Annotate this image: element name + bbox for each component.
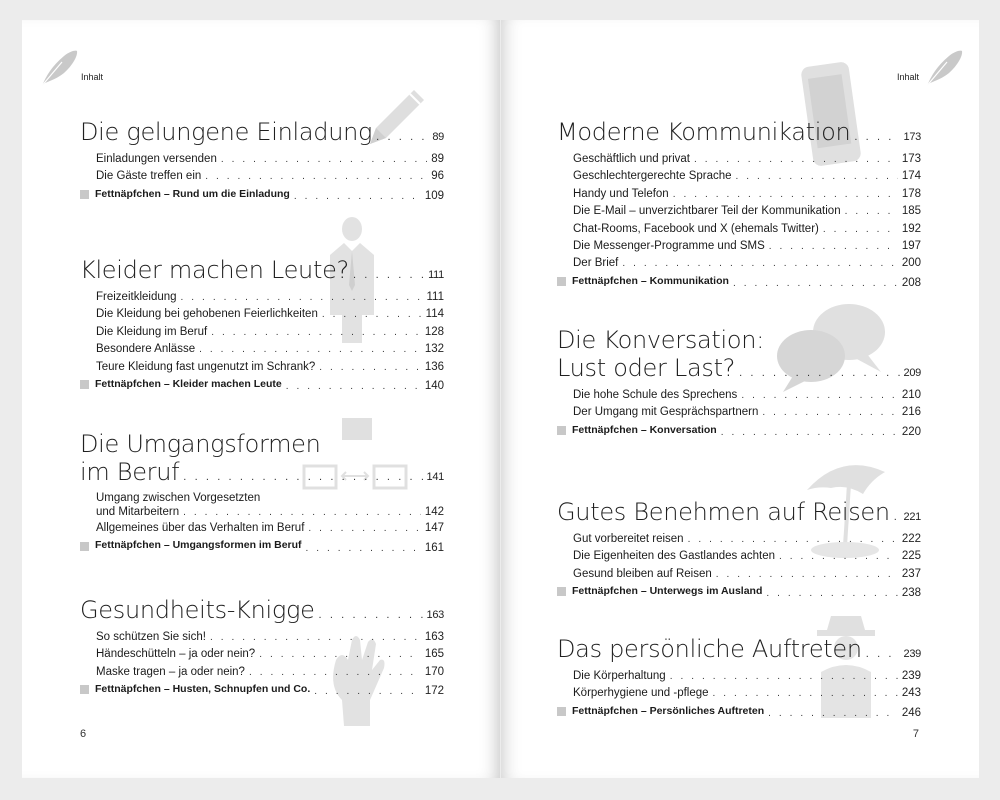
toc-section [80,256,444,396]
chapter-title[interactable] [80,430,444,491]
chapter-title-row [557,354,921,387]
right-page [501,20,979,778]
toc-entry[interactable] [96,359,444,376]
toc-entry[interactable] [96,151,444,168]
toc-entry[interactable] [96,629,444,646]
fettnaepfchen-entry[interactable] [96,681,444,701]
dot-leader [306,540,421,557]
dot-leader [845,203,898,220]
chapter-page-number: 221 [903,511,921,523]
toc-entries [557,668,921,722]
dot-leader [259,646,421,663]
chapter-title-row [80,596,444,629]
toc-entry-text: Die Gäste treffen ein [96,170,202,183]
toc-entry-page: 222 [901,533,921,545]
toc-entry-page: 197 [901,240,921,253]
toc-entry-page: 111 [426,291,444,303]
dot-leader [181,289,423,306]
toc-entry-row [96,505,444,520]
dot-leader [308,520,420,537]
fettnaepfchen-text: Fettnäpfchen – Konversation [572,423,717,436]
chapter-page-number: 173 [903,131,921,143]
fettnaepfchen-label [573,583,762,600]
toc-entry-text: Gesund bleiben auf Reisen [573,567,712,580]
dot-leader [319,359,421,376]
toc-entry-text: Einladungen versenden [96,153,217,165]
dot-leader [694,151,898,168]
toc-entry[interactable] [573,221,921,238]
toc-entry-page: 114 [425,308,444,321]
square-marker-icon [80,542,89,551]
dot-leader [319,601,423,629]
toc-entry[interactable] [573,531,921,548]
dot-leader [739,359,899,387]
dot-leader [353,261,424,289]
toc-entry-page: 185 [901,205,921,218]
dot-leader [768,705,898,722]
chapter-title[interactable] [557,326,921,387]
toc-section [557,326,921,441]
toc-entry[interactable] [573,404,921,421]
toc-entry[interactable] [573,168,921,185]
chapter-title[interactable] [80,118,444,151]
dot-leader [670,668,898,685]
chapter-page-number: 89 [432,131,444,143]
dot-leader [736,168,898,185]
toc-entry-page: 170 [424,665,444,678]
chapter-page-number: 141 [426,471,444,483]
toc-entry-text: Geschlechtergerechte Sprache [573,170,732,183]
toc-section [557,498,921,603]
toc-entry-text: Die Kleidung bei gehobenen Feierlichkeiten [96,308,318,321]
toc-entry[interactable] [96,168,444,185]
dot-leader [183,463,422,491]
chapter-page-number: 239 [903,648,921,660]
toc-section [80,430,444,557]
fettnaepfchen-label [573,422,717,439]
fettnaepfchen-text: Fettnäpfchen – Persönliches Auftreten [572,704,765,717]
chapter-title-row [80,118,444,151]
toc-section [557,118,921,292]
toc-entry[interactable] [573,668,921,685]
toc-entry-text: Chat-Rooms, Facebook und X (ehemals Twitter) [573,222,819,235]
dot-leader [769,238,898,255]
toc-section [80,596,444,701]
chapter-title-row [80,458,444,491]
toc-entry-page: 237 [901,567,921,580]
fettnaepfchen-page: 220 [901,426,921,439]
dot-leader [199,341,421,358]
fettnaepfchen-label [96,537,302,554]
chapter-title-text: Das persönliche Auftreten [557,635,862,663]
chapter-title-text: Kleider machen Leute? [80,256,349,284]
fettnaepfchen-text: Fettnäpfchen – Umgangsformen im Beruf [95,539,302,552]
dot-leader [733,275,898,292]
toc-entry-text: Allgemeines über das Verhalten im Beruf [96,522,305,534]
toc-entry-text: Teure Kleidung fast ungenutzt im Schrank? [96,360,316,373]
chapter-title-text: Gesundheits-Knigge [80,596,315,624]
toc-entry-page: 136 [424,360,444,373]
toc-entry-text: Die Körperhaltung [573,670,666,682]
dot-leader [721,424,898,441]
toc-entry-text: Händeschütteln – ja oder nein? [96,648,256,661]
fettnaepfchen-text: Fettnäpfchen – Kommunikation [572,274,729,287]
dot-leader [779,548,898,565]
fettnaepfchen-text: Fettnäpfchen – Kleider machen Leute [95,378,282,391]
toc-entry-text: Körperhygiene und -pflege [573,687,709,700]
dot-leader [183,506,421,520]
square-marker-icon [557,426,566,435]
toc-entry[interactable] [96,646,444,663]
chapter-title[interactable] [557,118,921,151]
fettnaepfchen-text: Fettnäpfchen – Unterwegs im Ausland [572,585,763,598]
toc-entry-page: 132 [424,343,444,356]
feather-icon [921,46,965,90]
fettnaepfchen-page: 208 [901,277,921,290]
chapter-title-line: Die Konversation: [557,326,764,354]
fettnaepfchen-page: 246 [901,707,921,720]
toc-entry-text: und Mitarbeitern [96,506,180,518]
dot-leader [766,585,897,602]
toc-entry-page: 128 [424,325,444,338]
toc-entry-text: Besondere Anlässe [96,343,196,356]
toc-section [557,635,921,722]
fettnaepfchen-entry[interactable] [573,583,921,603]
dot-leader [673,186,898,203]
fettnaepfchen-entry[interactable] [96,537,444,557]
square-marker-icon [557,277,566,286]
square-marker-icon [80,685,89,694]
toc-entry[interactable] [96,306,444,323]
fettnaepfchen-text: Fettnäpfchen – Rund um die Einladung [95,187,290,200]
chapter-title[interactable] [557,635,921,668]
toc-entry-page: 192 [901,222,921,235]
toc-entry[interactable] [573,566,921,583]
feather-icon [36,46,80,90]
chapter-title-row [80,256,444,289]
dot-leader [249,664,421,681]
dot-leader [376,123,428,151]
toc-entry-page: 147 [424,522,444,534]
dot-leader [823,221,898,238]
dot-leader [894,503,900,531]
toc-entry-text: Die E-Mail – unverzichtbarer Teil der Kommunikation [573,205,841,218]
toc-entry-page: 216 [901,406,921,419]
toc-entries [557,387,921,441]
fettnaepfchen-label [96,186,290,203]
toc-entry[interactable] [96,520,444,537]
dot-leader [688,531,898,548]
fettnaepfchen-entry[interactable] [96,186,444,206]
dot-leader [716,566,898,583]
chapter-title[interactable] [557,498,921,531]
dot-leader [221,151,427,168]
chapter-title[interactable] [80,596,444,629]
running-head: Inhalt [896,72,919,82]
toc-entry[interactable] [573,548,921,565]
toc-entry-page: 225 [901,550,921,563]
fettnaepfchen-entry[interactable] [573,422,921,442]
chapter-title-row [557,635,921,668]
fettnaepfchen-text: Fettnäpfchen – Husten, Schnupfen und Co. [95,683,311,696]
fettnaepfchen-entry[interactable] [573,703,921,723]
chapter-title-row [557,118,921,151]
dot-leader [854,123,899,151]
toc-entry-page: 89 [431,153,444,165]
toc-entry-text: Freizeitkleidung [96,291,177,303]
square-marker-icon [557,707,566,716]
dot-leader [322,306,422,323]
toc-entry-text: Die Messenger-Programme und SMS [573,240,765,253]
toc-entries [557,531,921,603]
toc-entry-page: 210 [901,389,921,401]
page-number: 7 [912,728,919,740]
chapter-page-number: 111 [428,269,444,281]
toc-entry[interactable] [96,289,444,306]
left-page [22,20,500,778]
toc-entry[interactable] [573,255,921,272]
dot-leader [866,640,900,668]
dot-leader [210,629,421,646]
toc-entry-page: 178 [901,187,921,200]
toc-section [80,118,444,205]
dot-leader [294,188,421,205]
chapter-page-number: 163 [426,609,444,621]
toc-entry[interactable] [573,151,921,168]
toc-entry-text: Die hohe Schule des Sprechens [573,389,738,401]
dot-leader [286,378,421,395]
toc-entry[interactable] [96,341,444,358]
chapter-title-text: Moderne Kommunikation [557,118,851,146]
toc-entry-page: 165 [424,648,444,661]
toc-entry-text: Der Umgang mit Gesprächspartnern [573,406,759,419]
toc-entry-text: Geschäftlich und privat [573,153,690,165]
fettnaepfchen-page: 172 [424,685,444,698]
toc-entry[interactable] [573,203,921,220]
toc-entries [80,289,444,396]
fettnaepfchen-page: 140 [424,380,444,393]
dot-leader [741,387,898,404]
toc-entry-text: Die Kleidung im Beruf [96,325,208,338]
toc-entry-line: Umgang zwischen Vorgesetzten [96,492,261,504]
chapter-title-line: Die Umgangsformen [80,430,321,458]
chapter-page-number: 209 [903,367,921,379]
toc-entry-page: 142 [424,506,444,518]
toc-entry[interactable] [573,685,921,702]
fettnaepfchen-entry[interactable] [96,376,444,396]
fettnaepfchen-label [96,376,282,393]
toc-entry-text: Gut vorbereitet reisen [573,533,684,545]
toc-entry-page: 200 [901,257,921,270]
running-head: Inhalt [81,72,104,82]
fettnaepfchen-page: 161 [424,541,444,554]
toc-entries [557,151,921,292]
toc-entry-text: So schützen Sie sich! [96,631,206,643]
dot-leader [314,683,421,700]
toc-entry-page: 239 [901,670,921,682]
dot-leader [622,255,897,272]
square-marker-icon [80,190,89,199]
toc-entry-page: 243 [901,687,921,700]
fettnaepfchen-label [573,273,729,290]
fettnaepfchen-page: 109 [424,190,444,203]
toc-entry-text: Der Brief [573,257,619,270]
fettnaepfchen-label [96,681,310,698]
dot-leader [713,685,898,702]
chapter-title-text: im Beruf [80,458,180,486]
chapter-title-row [557,498,921,531]
toc-entry-page: 96 [431,170,444,183]
toc-entry[interactable] [96,491,444,520]
chapter-title-text: Die gelungene Einladung [80,118,373,146]
toc-entry[interactable] [96,324,444,341]
square-marker-icon [557,587,566,596]
page-number: 6 [80,728,87,740]
fettnaepfchen-entry[interactable] [573,273,921,293]
toc-entry-text: Handy und Telefon [573,187,669,200]
toc-entry[interactable] [96,664,444,681]
toc-entries [80,629,444,701]
toc-entry-page: 173 [901,153,921,165]
toc-entry[interactable] [573,186,921,203]
chapter-title-text: Gutes Benehmen auf Reisen [557,498,890,526]
dot-leader [211,324,421,341]
toc-entries [80,151,444,205]
dot-leader [762,404,897,421]
toc-entry-page: 174 [901,170,921,183]
fettnaepfchen-label [573,703,764,720]
toc-entry[interactable] [573,387,921,404]
square-marker-icon [80,380,89,389]
chapter-title-text: Lust oder Last? [557,354,736,382]
toc-entry-page: 163 [424,631,444,643]
toc-entry-text: Die Eigenheiten des Gastlandes achten [573,550,776,563]
chapter-title[interactable] [80,256,444,289]
fettnaepfchen-page: 238 [901,587,921,600]
toc-entry-text: Maske tragen – ja oder nein? [96,665,245,678]
dot-leader [205,168,427,185]
toc-entry[interactable] [573,238,921,255]
toc-entries [80,491,444,557]
